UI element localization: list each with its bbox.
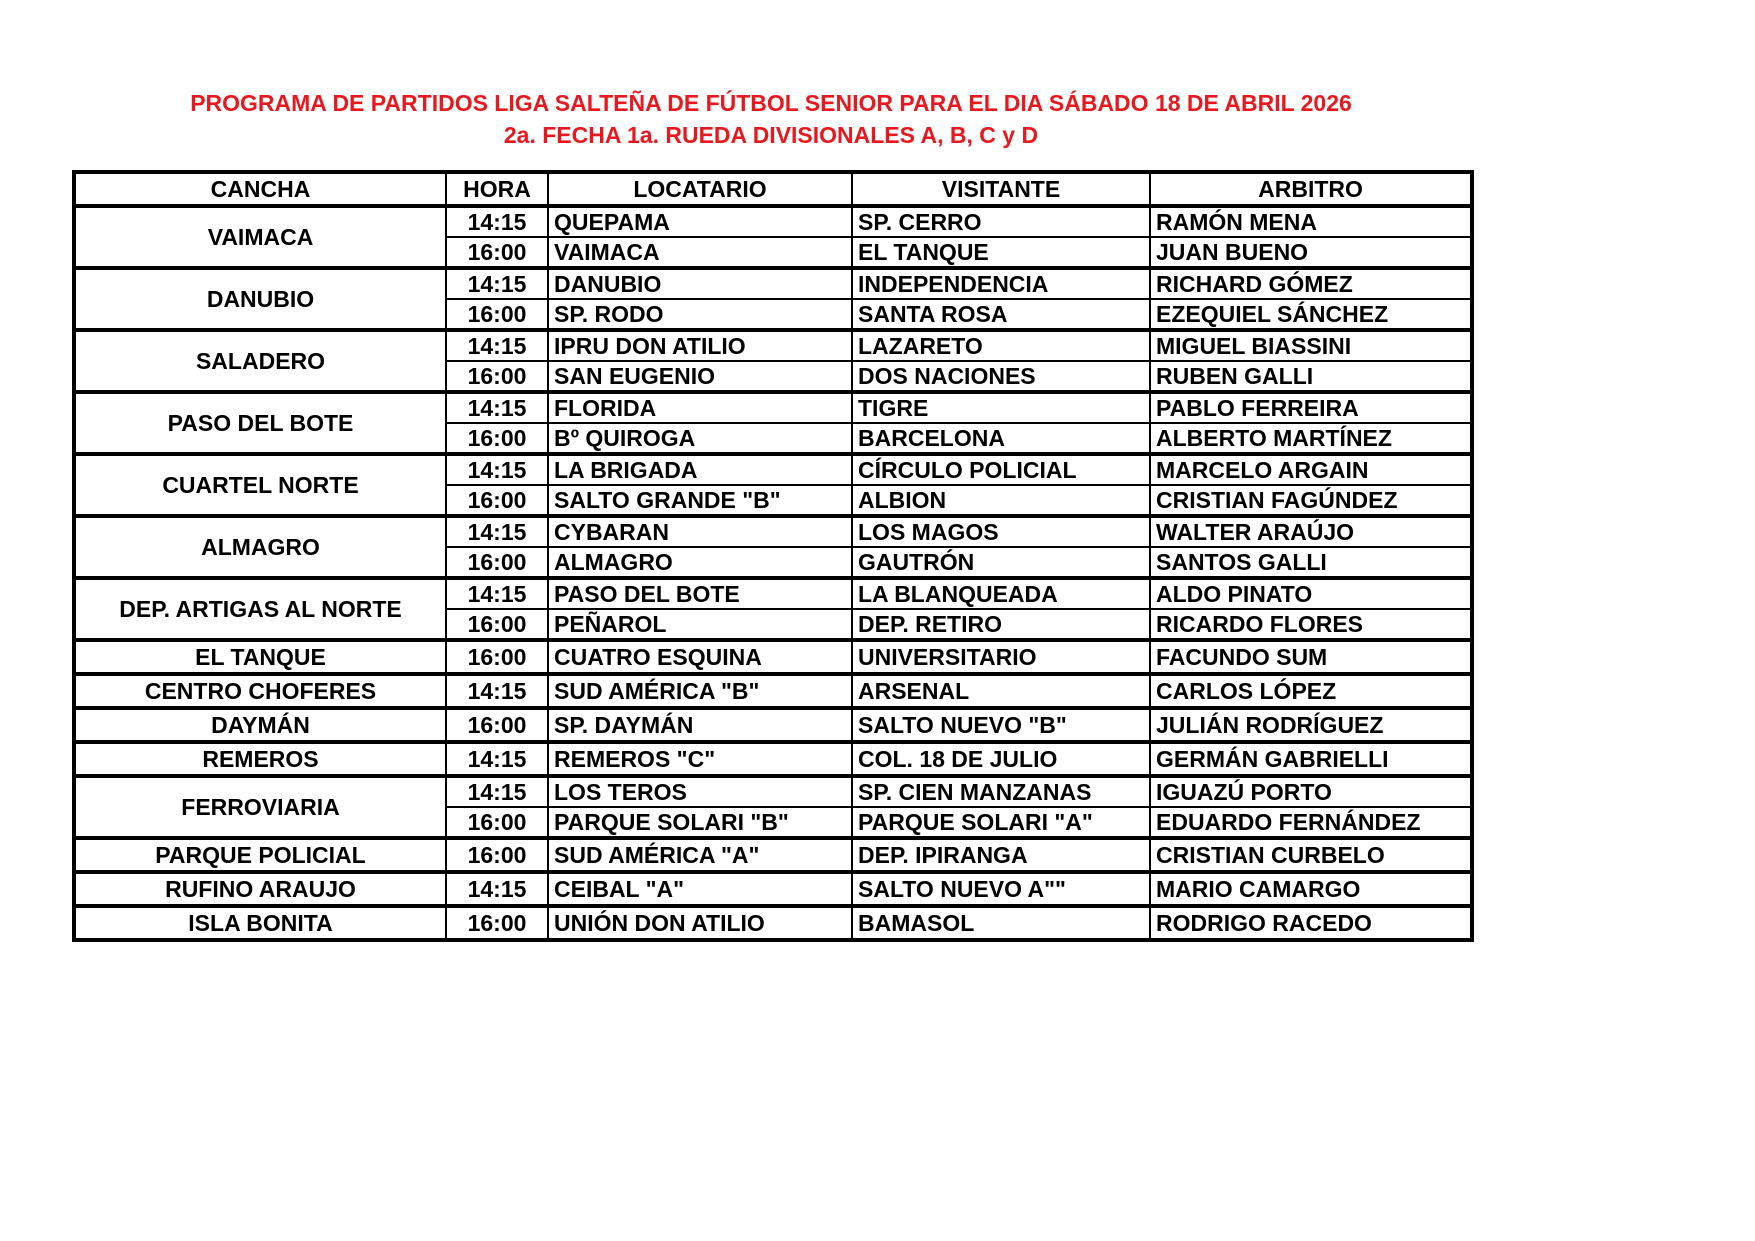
arbitro-cell: ALDO PINATO	[1150, 578, 1472, 609]
header-cancha: CANCHA	[74, 172, 446, 206]
page-subtitle: 2a. FECHA 1a. RUEDA DIVISIONALES A, B, C y D	[503, 122, 1039, 148]
visitante-cell: LA BLANQUEADA	[852, 578, 1150, 609]
table-row	[74, 906, 1472, 940]
hora-cell: 16:00	[446, 299, 548, 330]
visitante-cell: CÍRCULO POLICIAL	[852, 454, 1150, 485]
table-row	[74, 578, 1472, 609]
arbitro-cell: CRISTIAN FAGÚNDEZ	[1150, 485, 1472, 516]
visitante-cell: ALBION	[852, 485, 1150, 516]
cancha-cell: ISLA BONITA	[74, 906, 446, 940]
visitante-cell: BARCELONA	[852, 423, 1150, 454]
locatario-cell: SALTO GRANDE "B"	[548, 485, 852, 516]
table-row	[74, 640, 1472, 674]
visitante-cell: EL TANQUE	[852, 237, 1150, 268]
locatario-cell: PARQUE SOLARI "B"	[548, 807, 852, 838]
hora-cell: 14:15	[446, 392, 548, 423]
locatario-cell: QUEPAMA	[548, 206, 852, 237]
arbitro-cell: CARLOS LÓPEZ	[1150, 674, 1472, 708]
header-arbitro: ARBITRO	[1150, 172, 1472, 206]
hora-cell: 16:00	[446, 906, 548, 940]
visitante-cell: INDEPENDENCIA	[852, 268, 1150, 299]
visitante-cell: DOS NACIONES	[852, 361, 1150, 392]
cancha-cell: DANUBIO	[74, 268, 446, 330]
arbitro-cell: RUBEN GALLI	[1150, 361, 1472, 392]
locatario-cell: VAIMACA	[548, 237, 852, 268]
header-hora: HORA	[446, 172, 548, 206]
table-row	[74, 454, 1472, 485]
arbitro-cell: JUAN BUENO	[1150, 237, 1472, 268]
table-row	[74, 776, 1472, 807]
hora-cell: 16:00	[446, 838, 548, 872]
hora-cell: 16:00	[446, 807, 548, 838]
hora-cell: 14:15	[446, 330, 548, 361]
visitante-cell: SANTA ROSA	[852, 299, 1150, 330]
arbitro-cell: RAMÓN MENA	[1150, 206, 1472, 237]
hora-cell: 14:15	[446, 578, 548, 609]
cancha-cell: PARQUE POLICIAL	[74, 838, 446, 872]
locatario-cell: LOS TEROS	[548, 776, 852, 807]
visitante-cell: SP. CIEN MANZANAS	[852, 776, 1150, 807]
locatario-cell: REMEROS "C"	[548, 742, 852, 776]
cancha-cell: PASO DEL BOTE	[74, 392, 446, 454]
arbitro-cell: EDUARDO FERNÁNDEZ	[1150, 807, 1472, 838]
table-row	[74, 674, 1472, 708]
header-visitante: VISITANTE	[852, 172, 1150, 206]
cancha-cell: DEP. ARTIGAS AL NORTE	[74, 578, 446, 640]
header-row	[74, 172, 1472, 206]
locatario-cell: PEÑAROL	[548, 609, 852, 640]
locatario-cell: LA BRIGADA	[548, 454, 852, 485]
locatario-cell: UNIÓN DON ATILIO	[548, 906, 852, 940]
cancha-cell: FERROVIARIA	[74, 776, 446, 838]
cancha-cell: ALMAGRO	[74, 516, 446, 578]
page-title: PROGRAMA DE PARTIDOS LIGA SALTEÑA DE FÚTBOL SENIOR PARA EL DIA SÁBADO 18 DE ABRIL 2026	[190, 90, 1352, 116]
locatario-cell: SP. DAYMÁN	[548, 708, 852, 742]
visitante-cell: TIGRE	[852, 392, 1150, 423]
cancha-cell: VAIMACA	[74, 206, 446, 268]
table-row	[74, 330, 1472, 361]
locatario-cell: SP. RODO	[548, 299, 852, 330]
visitante-cell: COL. 18 DE JULIO	[852, 742, 1150, 776]
visitante-cell: UNIVERSITARIO	[852, 640, 1150, 674]
locatario-cell: Bº QUIROGA	[548, 423, 852, 454]
table-row	[74, 516, 1472, 547]
arbitro-cell: MIGUEL BIASSINI	[1150, 330, 1472, 361]
header-locatario: LOCATARIO	[548, 172, 852, 206]
hora-cell: 14:15	[446, 268, 548, 299]
match-schedule-table	[72, 170, 1474, 942]
visitante-cell: SALTO NUEVO "B"	[852, 708, 1150, 742]
locatario-cell: IPRU DON ATILIO	[548, 330, 852, 361]
visitante-cell: ARSENAL	[852, 674, 1150, 708]
cancha-cell: CUARTEL NORTE	[74, 454, 446, 516]
cancha-cell: EL TANQUE	[74, 640, 446, 674]
hora-cell: 14:15	[446, 776, 548, 807]
hora-cell: 16:00	[446, 708, 548, 742]
locatario-cell: PASO DEL BOTE	[548, 578, 852, 609]
hora-cell: 16:00	[446, 485, 548, 516]
locatario-cell: CYBARAN	[548, 516, 852, 547]
table-row	[74, 838, 1472, 872]
visitante-cell: BAMASOL	[852, 906, 1150, 940]
hora-cell: 14:15	[446, 516, 548, 547]
hora-cell: 16:00	[446, 237, 548, 268]
locatario-cell: CEIBAL "A"	[548, 872, 852, 906]
arbitro-cell: JULIÁN RODRÍGUEZ	[1150, 708, 1472, 742]
visitante-cell: LOS MAGOS	[852, 516, 1150, 547]
arbitro-cell: FACUNDO SUM	[1150, 640, 1472, 674]
hora-cell: 14:15	[446, 872, 548, 906]
arbitro-cell: EZEQUIEL SÁNCHEZ	[1150, 299, 1472, 330]
visitante-cell: LAZARETO	[852, 330, 1150, 361]
locatario-cell: FLORIDA	[548, 392, 852, 423]
cancha-cell: DAYMÁN	[74, 708, 446, 742]
table-row	[74, 742, 1472, 776]
hora-cell: 16:00	[446, 609, 548, 640]
arbitro-cell: GERMÁN GABRIELLI	[1150, 742, 1472, 776]
visitante-cell: GAUTRÓN	[852, 547, 1150, 578]
cancha-cell: CENTRO CHOFERES	[74, 674, 446, 708]
hora-cell: 16:00	[446, 640, 548, 674]
cancha-cell: SALADERO	[74, 330, 446, 392]
arbitro-cell: RICHARD GÓMEZ	[1150, 268, 1472, 299]
visitante-cell: PARQUE SOLARI "A"	[852, 807, 1150, 838]
locatario-cell: SUD AMÉRICA "B"	[548, 674, 852, 708]
hora-cell: 14:15	[446, 454, 548, 485]
arbitro-cell: WALTER ARAÚJO	[1150, 516, 1472, 547]
table-row	[74, 206, 1472, 237]
hora-cell: 14:15	[446, 206, 548, 237]
hora-cell: 14:15	[446, 742, 548, 776]
arbitro-cell: ALBERTO MARTÍNEZ	[1150, 423, 1472, 454]
locatario-cell: SUD AMÉRICA "A"	[548, 838, 852, 872]
arbitro-cell: RODRIGO RACEDO	[1150, 906, 1472, 940]
table-row	[74, 268, 1472, 299]
arbitro-cell: MARCELO ARGAIN	[1150, 454, 1472, 485]
hora-cell: 14:15	[446, 674, 548, 708]
arbitro-cell: SANTOS GALLI	[1150, 547, 1472, 578]
visitante-cell: DEP. IPIRANGA	[852, 838, 1150, 872]
visitante-cell: DEP. RETIRO	[852, 609, 1150, 640]
table-row	[74, 708, 1472, 742]
cancha-cell: REMEROS	[74, 742, 446, 776]
hora-cell: 16:00	[446, 423, 548, 454]
arbitro-cell: RICARDO FLORES	[1150, 609, 1472, 640]
visitante-cell: SALTO NUEVO A""	[852, 872, 1150, 906]
visitante-cell: SP. CERRO	[852, 206, 1150, 237]
hora-cell: 16:00	[446, 547, 548, 578]
locatario-cell: CUATRO ESQUINA	[548, 640, 852, 674]
locatario-cell: DANUBIO	[548, 268, 852, 299]
table-row	[74, 872, 1472, 906]
locatario-cell: SAN EUGENIO	[548, 361, 852, 392]
arbitro-cell: PABLO FERREIRA	[1150, 392, 1472, 423]
arbitro-cell: CRISTIAN CURBELO	[1150, 838, 1472, 872]
locatario-cell: ALMAGRO	[548, 547, 852, 578]
table-row	[74, 392, 1472, 423]
arbitro-cell: MARIO CAMARGO	[1150, 872, 1472, 906]
hora-cell: 16:00	[446, 361, 548, 392]
arbitro-cell: IGUAZÚ PORTO	[1150, 776, 1472, 807]
cancha-cell: RUFINO ARAUJO	[74, 872, 446, 906]
schedule-body	[74, 206, 1472, 940]
